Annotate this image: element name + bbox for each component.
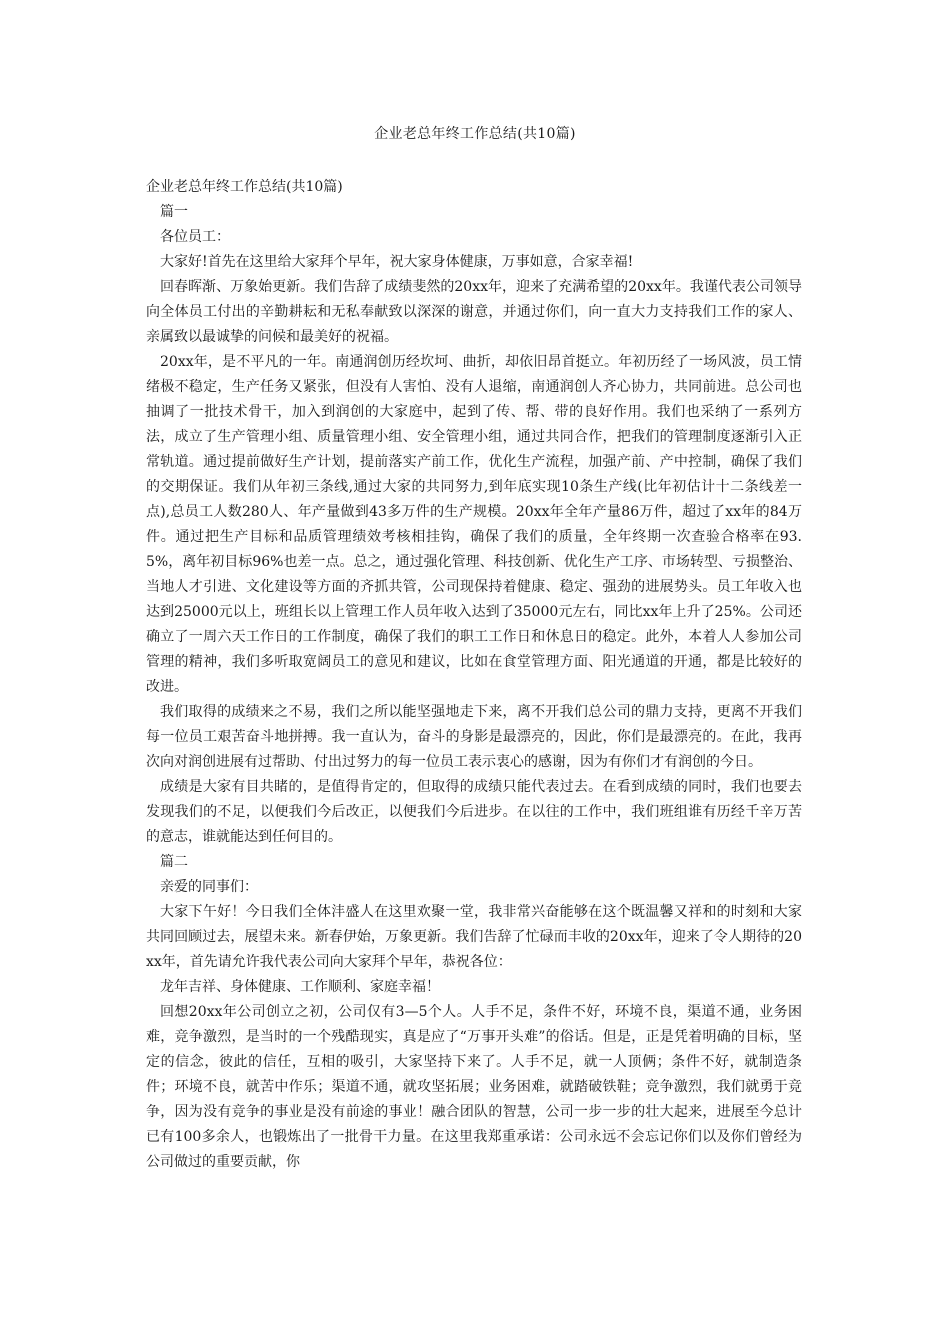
document-body (146, 175, 802, 1175)
body-paragraph: 龙年吉祥、身体健康、工作顺利、家庭幸福！ (160, 979, 440, 995)
salutation-paragraph: 亲爱的同事们： (160, 879, 258, 895)
document-title: 企业老总年终工作总结(共10篇) (374, 126, 576, 142)
body-paragraph: 成绩是大家有目共睹的，是值得肯定的，但取得的成绩只能代表过去。在看到成绩的同时，我们也要去发现我们的不足，以便我们今后改正，以便我们今后进步。在以往的工作中，我们班组谁有历经千辛万苦的意志，谁就能达到任何目的。 (146, 779, 802, 845)
body-paragraph: 回想20xx年公司创立之初，公司仅有3—5个人。人手不足，条件不好，环境不良，渠道不通，业务困难，竞争激烈，是当时的一个残酷现实，真是应了“万事开头难”的俗话。但是，正是凭着明确的目标，坚定的信念，彼此的信任，互相的吸引，大家坚持下来了。人手不足，就一人顶俩；条件不好，就制造条件；环境不良，就苦中作乐；渠道不通，就攻坚拓展；业务困难，就踏破铁鞋；竞争激烈，我们就勇于竞争，因为没有竞争的事业是没有前途的事业！融合团队的智慧，公司一步一步的壮大起来，进展至今总计已有100多余人，也锻炼出了一批骨干力量。在这里我郑重承诺：公司永远不会忘记你们以及你们曾经为公司做过的重要贡献，你 (146, 1004, 802, 1170)
body-paragraph: 20xx年，是不平凡的一年。南通润创历经坎坷、曲折，却依旧昂首挺立。年初历经了一场风波，员工情绪极不稳定，生产任务又紧张，但没有人害怕、没有人退缩，南通润创人齐心协力，共同前进。总公司也抽调了一批技术骨干，加入到润创的大家庭中，起到了传、帮、带的良好作用。我们也采纳了一系列方法，成立了生产管理小组、质量管理小组、安全管理小组，通过共同合作，把我们的管理制度逐渐引入正常轨道。通过提前做好生产计划，提前落实产前工作，优化生产流程，加强产前、产中控制，确保了我们的交期保证。我们从年初三条线,通过大家的共同努力,到年底实现10条生产线(比年初估计十二条线差一点),总员工人数280人、年产量做到43多万件的生产规模。20xx年全年产量86万件，超过了xx年的84万件。通过把生产目标和品质管理绩效考核相挂钩，确保了我们的质量，全年终期一次查验合格率在93.5%，离年初目标96%也差一点。总之，通过强化管理、科技创新、优化生产工序、市场转型、亏损整治、当地人才引进、文化建设等方面的齐抓共管，公司现保持着健康、稳定、强劲的进展势头。员工年收入也达到25000元以上，班组长以上管理工作人员年收入达到了35000元左右，同比xx年上升了25%。公司还确立了一周六天工作日的工作制度，确保了我们的职工工作日和休息日的稳定。此外，本着人人参加公司管理的精神，我们多听取宽阔员工的意见和建议，比如在食堂管理方面、阳光通道的开通，都是比较好的改进。 (146, 354, 802, 695)
salutation-paragraph: 各位员工： (160, 229, 230, 245)
subtitle-paragraph: 企业老总年终工作总结(共10篇) (146, 179, 343, 195)
body-paragraph: 回春晖渐、万象始更新。我们告辞了成绩斐然的20xx年，迎来了充满希望的20xx年。我谨代表公司领导向全体员工付出的辛勤耕耘和无私奉献致以深深的谢意，并通过你们，向一直大力支持我们工作的家人、亲属致以最诚挚的问候和最美好的祝福。 (146, 279, 802, 345)
body-paragraph: 我们取得的成绩来之不易，我们之所以能坚强地走下来，离不开我们总公司的鼎力支持，更离不开我们每一位员工艰苦奋斗地拼搏。我一直认为，奋斗的身影是最漂亮的，因此，你们是最漂亮的。在此，我再次向对润创进展有过帮助、付出过努力的每一位员工表示衷心的感谢，因为有你们才有润创的今日。 (146, 704, 802, 770)
section-heading-1: 篇一 (160, 204, 188, 220)
body-paragraph: 大家好!首先在这里给大家拜个早年，祝大家身体健康，万事如意，合家幸福! (160, 254, 634, 270)
section-heading-2: 篇二 (160, 854, 188, 870)
body-paragraph: 大家下午好！今日我们全体沣盛人在这里欢聚一堂，我非常兴奋能够在这个既温馨又祥和的时刻和大家共同回顾过去，展望未来。新春伊始，万象更新。我们告辞了忙碌而丰收的20xx年，迎来了令人期待的20xx年，首先请允许我代表公司向大家拜个早年，恭祝各位： (146, 904, 802, 970)
